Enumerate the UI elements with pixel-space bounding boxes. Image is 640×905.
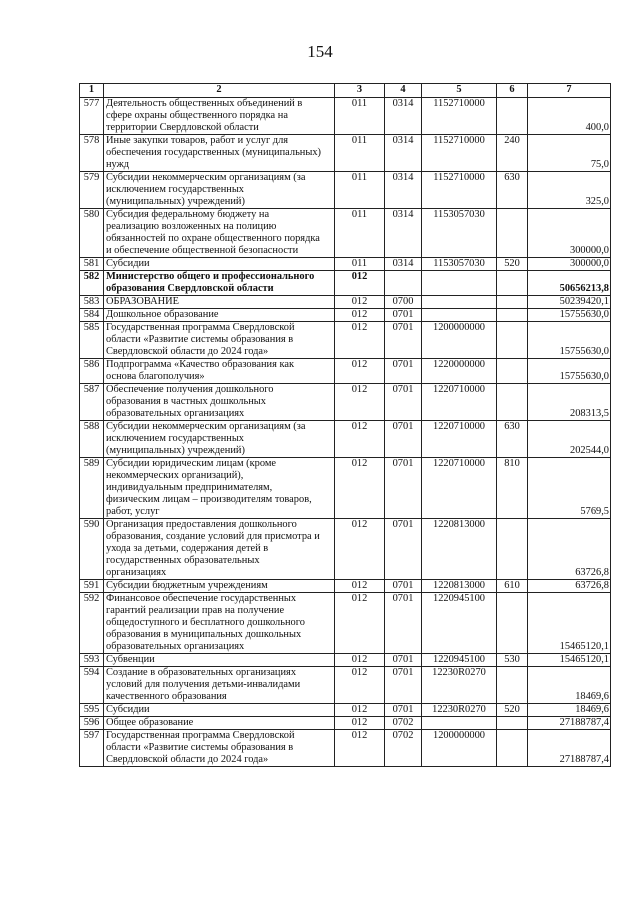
section-code-cell: 0314 [385,172,422,209]
item-name-line: территории Свердловской области [106,122,259,133]
item-name-cell [104,384,335,421]
item-name-line: Субсидии [106,258,150,269]
expense-type-cell [497,593,528,654]
ministry-code-cell: 012 [335,654,385,667]
column-header: 6 [497,84,528,98]
ministry-code-cell: 012 [335,704,385,717]
table-row [80,717,611,730]
section-code-cell: 0701 [385,654,422,667]
expense-type-cell [497,519,528,580]
item-name-cell [104,309,335,322]
amount-cell: 63726,8 [528,580,611,593]
section-code-cell: 0701 [385,359,422,384]
ministry-code-cell: 012 [335,359,385,384]
ministry-code-cell: 011 [335,172,385,209]
target-article-cell: 1153057030 [422,209,497,258]
item-name-cell [104,421,335,458]
table-row [80,258,611,271]
row-number-cell: 585 [80,322,104,359]
item-name-cell [104,258,335,271]
item-name-cell [104,730,335,767]
ministry-code-cell: 011 [335,98,385,135]
item-name-line: Подпрограмма «Качество образования как [106,359,295,370]
item-name-line: образовательных организациях [106,641,245,652]
section-code-cell: 0701 [385,593,422,654]
amount-cell: 50239420,1 [528,296,611,309]
row-number-cell: 595 [80,704,104,717]
item-name-cell [104,296,335,309]
target-article-cell [422,309,497,322]
amount-cell: 27188787,4 [528,717,611,730]
expense-type-cell: 610 [497,580,528,593]
section-code-cell: 0701 [385,580,422,593]
ministry-code-cell: 011 [335,135,385,172]
item-name-line: образования, создание условий для присмотра и [106,531,320,542]
table-row [80,519,611,580]
table-row [80,296,611,309]
expense-type-cell [497,98,528,135]
amount-cell: 18469,6 [528,667,611,704]
expense-type-cell [497,717,528,730]
expense-type-cell [497,359,528,384]
section-code-cell: 0700 [385,296,422,309]
ministry-code-cell: 012 [335,458,385,519]
amount-cell: 325,0 [528,172,611,209]
table-row [80,654,611,667]
item-name-cell [104,580,335,593]
table-row [80,704,611,717]
section-code-cell: 0701 [385,322,422,359]
section-code-cell: 0701 [385,384,422,421]
item-name-line: образования в частных дошкольных [106,396,266,407]
expense-type-cell [497,730,528,767]
table-row [80,730,611,767]
item-name-line: образования в муниципальных дошкольных [106,629,302,640]
item-name-cell [104,135,335,172]
target-article-cell: 12230R0270 [422,667,497,704]
item-name-cell [104,98,335,135]
target-article-cell: 1200000000 [422,730,497,767]
item-name-line: качественного образования [106,691,227,702]
item-name-cell [104,172,335,209]
target-article-cell: 1220945100 [422,654,497,667]
expense-type-cell: 520 [497,258,528,271]
ministry-code-cell: 012 [335,580,385,593]
item-name-line: общедоступного и бесплатного дошкольного [106,617,305,628]
item-name-line: нужд [106,159,130,170]
ministry-code-cell: 012 [335,322,385,359]
column-header: 3 [335,84,385,98]
item-name-cell [104,359,335,384]
table-row [80,580,611,593]
item-name-line: Свердловской области до 2024 года» [106,754,269,765]
expense-type-cell [497,271,528,296]
item-name-line: организациях [106,567,167,578]
item-name-line: Государственная программа Свердловской [106,322,295,333]
item-name-line: Создание в образовательных организациях [106,667,297,678]
item-name-cell [104,458,335,519]
item-name-line: (муниципальных) учреждений) [106,196,245,207]
amount-cell: 300000,0 [528,209,611,258]
item-name-line: Иные закупки товаров, работ и услуг для [106,135,289,146]
item-name-line: Субсидии некоммерческим организациям (за [106,172,306,183]
amount-cell: 15755630,0 [528,309,611,322]
row-number-cell: 583 [80,296,104,309]
item-name-line: физическим лицам – производителям товаров, [106,494,312,505]
item-name-cell [104,654,335,667]
row-number-cell: 590 [80,519,104,580]
item-name-line: индивидуальным предпринимателям, [106,482,273,493]
section-code-cell: 0701 [385,704,422,717]
item-name-line: образовательных организациях [106,408,245,419]
item-name-line: ухода за детьми, содержания детей в [106,543,269,554]
item-name-line: условий для получения детьми-инвалидами [106,679,301,690]
amount-cell: 50656213,8 [528,271,611,296]
row-number-cell: 579 [80,172,104,209]
item-name-line: Субсидии некоммерческим организациям (за [106,421,306,432]
row-number-cell: 582 [80,271,104,296]
table-row [80,98,611,135]
target-article-cell: 1220000000 [422,359,497,384]
item-name-line: Субсидии юридическим лицам (кроме [106,458,277,469]
target-article-cell: 1220813000 [422,580,497,593]
row-number-cell: 597 [80,730,104,767]
item-name-line: гарантий реализации прав на получение [106,605,285,616]
item-name-line: Свердловской области до 2024 года» [106,346,269,357]
section-code-cell: 0701 [385,309,422,322]
amount-cell: 27188787,4 [528,730,611,767]
amount-cell: 300000,0 [528,258,611,271]
item-name-line: Субсидии бюджетным учреждениям [106,580,268,591]
target-article-cell [422,296,497,309]
column-header: 2 [104,84,335,98]
amount-cell: 15465120,1 [528,593,611,654]
item-name-cell [104,667,335,704]
row-number-cell: 577 [80,98,104,135]
target-article-cell [422,271,497,296]
header-row [80,84,611,98]
table-row [80,322,611,359]
ministry-code-cell: 012 [335,271,385,296]
ministry-code-cell: 012 [335,593,385,654]
row-number-cell: 580 [80,209,104,258]
item-name-line: Обеспечение получения дошкольного [106,384,274,395]
table-row [80,667,611,704]
section-code-cell: 0314 [385,135,422,172]
item-name-cell [104,209,335,258]
ministry-code-cell: 012 [335,667,385,704]
target-article-cell: 1200000000 [422,322,497,359]
item-name-line: и обеспечение общественной безопасности [106,245,299,256]
expense-type-cell [497,667,528,704]
item-name-line: обязанностей по охране общественного порядка [106,233,320,244]
expense-type-cell: 630 [497,421,528,458]
target-article-cell: 1220813000 [422,519,497,580]
section-code-cell: 0702 [385,717,422,730]
table-row [80,271,611,296]
item-name-line: области «Развитие системы образования в [106,742,294,753]
column-header: 7 [528,84,611,98]
row-number-cell: 578 [80,135,104,172]
item-name-cell [104,704,335,717]
section-code-cell: 0701 [385,458,422,519]
item-name-line: реализацию возложенных на полицию [106,221,277,232]
row-number-cell: 592 [80,593,104,654]
ministry-code-cell: 012 [335,296,385,309]
ministry-code-cell: 012 [335,309,385,322]
section-code-cell: 0701 [385,421,422,458]
item-name-line: Субсидии [106,704,150,715]
table-row [80,593,611,654]
table-row [80,384,611,421]
amount-cell: 5769,5 [528,458,611,519]
table-row [80,458,611,519]
row-number-cell: 586 [80,359,104,384]
item-name-cell [104,271,335,296]
row-number-cell: 587 [80,384,104,421]
target-article-cell: 1152710000 [422,172,497,209]
target-article-cell: 1220710000 [422,458,497,519]
section-code-cell: 0314 [385,258,422,271]
item-name-line: государственных образовательных [106,555,260,566]
expense-type-cell [497,209,528,258]
row-number-cell: 584 [80,309,104,322]
item-name-line: Организация предоставления дошкольного [106,519,297,530]
item-name-line: образования Свердловской области [106,283,274,294]
row-number-cell: 588 [80,421,104,458]
item-name-line: исключением государственных [106,433,244,444]
table-body [80,98,611,767]
item-name-line: основа благополучия» [106,371,205,382]
section-code-cell: 0701 [385,519,422,580]
target-article-cell: 1153057030 [422,258,497,271]
item-name-cell [104,593,335,654]
item-name-line: ОБРАЗОВАНИЕ [106,296,180,307]
amount-cell: 202544,0 [528,421,611,458]
budget-table [79,83,611,767]
row-number-cell: 581 [80,258,104,271]
expense-type-cell: 240 [497,135,528,172]
table-row [80,359,611,384]
table-row [80,135,611,172]
item-name-line: Дошкольное образование [106,309,219,320]
item-name-line: (муниципальных) учреждений) [106,445,245,456]
expense-type-cell: 810 [497,458,528,519]
column-header: 4 [385,84,422,98]
table-row [80,172,611,209]
ministry-code-cell: 012 [335,384,385,421]
item-name-line: Субвенции [106,654,155,665]
section-code-cell: 0701 [385,667,422,704]
amount-cell: 18469,6 [528,704,611,717]
target-article-cell: 12230R0270 [422,704,497,717]
row-number-cell: 593 [80,654,104,667]
item-name-cell [104,322,335,359]
item-name-line: Субсидия федеральному бюджету на [106,209,270,220]
page-number: 154 [307,42,333,61]
target-article-cell [422,717,497,730]
expense-type-cell: 520 [497,704,528,717]
item-name-line: Министерство общего и профессионального [106,271,315,282]
item-name-line: Государственная программа Свердловской [106,730,295,741]
section-code-cell [385,271,422,296]
section-code-cell: 0314 [385,209,422,258]
ministry-code-cell: 012 [335,730,385,767]
item-name-cell [104,519,335,580]
ministry-code-cell: 011 [335,209,385,258]
amount-cell: 15465120,1 [528,654,611,667]
expense-type-cell: 630 [497,172,528,209]
section-code-cell: 0702 [385,730,422,767]
amount-cell: 75,0 [528,135,611,172]
target-article-cell: 1152710000 [422,135,497,172]
target-article-cell: 1152710000 [422,98,497,135]
table-row [80,421,611,458]
item-name-line: исключением государственных [106,184,244,195]
amount-cell: 208313,5 [528,384,611,421]
target-article-cell: 1220710000 [422,421,497,458]
ministry-code-cell: 012 [335,519,385,580]
item-name-line: Общее образование [106,717,194,728]
table-row [80,309,611,322]
ministry-code-cell: 011 [335,258,385,271]
item-name-cell [104,717,335,730]
amount-cell: 63726,8 [528,519,611,580]
item-name-line: сфере охраны общественного порядка на [106,110,288,121]
expense-type-cell: 530 [497,654,528,667]
column-header: 5 [422,84,497,98]
row-number-cell: 594 [80,667,104,704]
expense-type-cell [497,296,528,309]
item-name-line: обеспечения государственных (муниципальных) [106,147,322,158]
amount-cell: 15755630,0 [528,322,611,359]
target-article-cell: 1220710000 [422,384,497,421]
row-number-cell: 596 [80,717,104,730]
section-code-cell: 0314 [385,98,422,135]
item-name-line: работ, услуг [106,506,160,517]
ministry-code-cell: 012 [335,717,385,730]
expense-type-cell [497,309,528,322]
column-header: 1 [80,84,104,98]
row-number-cell: 589 [80,458,104,519]
expense-type-cell [497,384,528,421]
item-name-line: Деятельность общественных объединений в [106,98,303,109]
amount-cell: 400,0 [528,98,611,135]
target-article-cell: 1220945100 [422,593,497,654]
table-row [80,209,611,258]
row-number-cell: 591 [80,580,104,593]
item-name-line: Финансовое обеспечение государственных [106,593,297,604]
item-name-line: области «Развитие системы образования в [106,334,294,345]
ministry-code-cell: 012 [335,421,385,458]
item-name-line: некоммерческих организаций), [106,470,244,481]
amount-cell: 15755630,0 [528,359,611,384]
expense-type-cell [497,322,528,359]
